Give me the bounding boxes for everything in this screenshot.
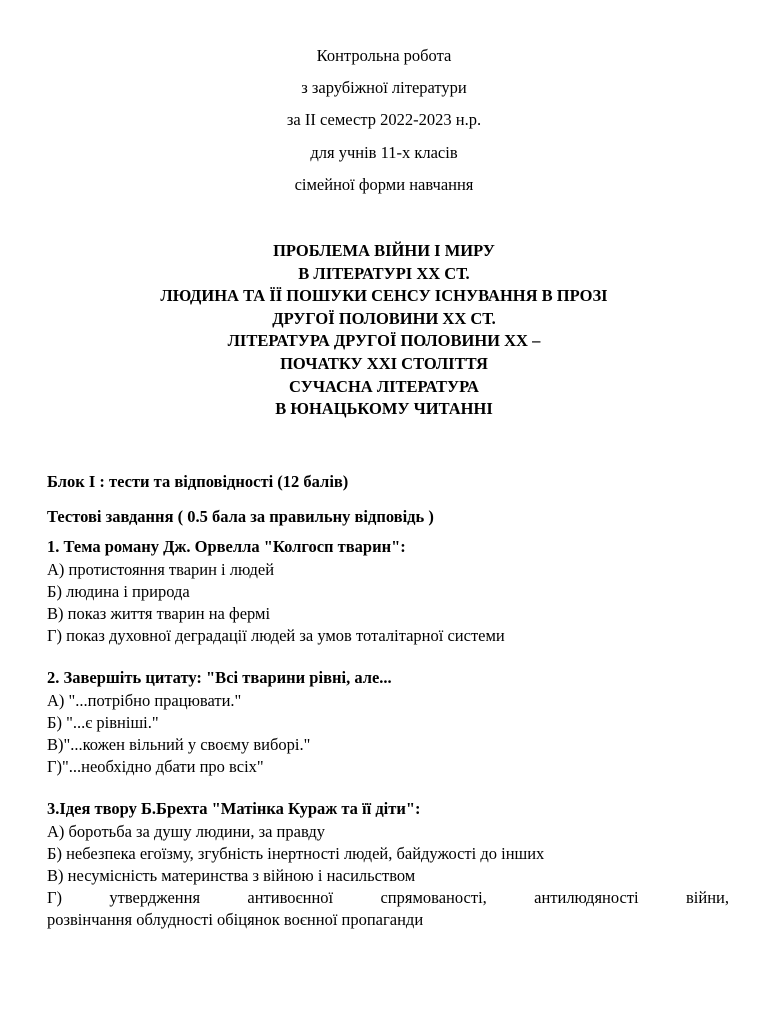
header-line: Контрольна робота	[316, 46, 452, 65]
question-title: 3.Ідея твору Б.Брехта "Матінка Кураж та її діти":	[47, 799, 421, 818]
title-line: ПРОБЛЕМА ВІЙНИ І МИРУ	[273, 241, 495, 260]
title-line: ДРУГОЇ ПОЛОВИНИ ХХ СТ.	[272, 308, 496, 328]
tests-title: Тестові завдання ( 0.5 бала за правильну відповідь )	[47, 507, 434, 526]
title-line: ЛІТЕРАТУРА ДРУГОЇ ПОЛОВИНИ ХХ –	[227, 331, 541, 351]
header-line: для учнів 11-х класів	[310, 142, 458, 162]
answer-option: В) показ життя тварин на фермі	[47, 604, 271, 623]
title-line: ЛЮДИНА ТА ЇЇ ПОШУКИ СЕНСУ ІСНУВАННЯ В ПРОЗІ	[160, 286, 608, 306]
title-line: ПОЧАТКУ ХХІ СТОЛІТТЯ	[280, 353, 488, 373]
answer-option: Г)"...необхідно дбати про всіх"	[47, 757, 264, 776]
answer-option: Г) утвердження антивоєнної спрямованості, антилюдяності війни,	[47, 888, 729, 907]
header-line: з зарубіжної літератури	[301, 78, 467, 98]
question-title: 1. Тема роману Дж. Орвелла "Колгосп тварин":	[47, 537, 406, 556]
answer-option: Г) показ духовної деградації людей за умов тоталітарної системи	[47, 626, 505, 645]
question-1	[47, 536, 729, 647]
answer-option: А) протистояння тварин і людей	[47, 560, 275, 579]
document-header	[0, 44, 768, 205]
title-line: В ЮНАЦЬКОМУ ЧИТАННІ	[275, 399, 493, 419]
answer-option: Б) людина і природа	[47, 582, 190, 601]
question-title: 2. Завершіть цитату: "Всі тварини рівні, але...	[47, 668, 392, 687]
document-body	[47, 470, 729, 951]
answer-option: Б) небезпека егоїзму, згубність інертності людей, байдужості до інших	[47, 844, 545, 863]
answer-option: В) несумісність материнства з війною і насильством	[47, 866, 416, 885]
document-title	[0, 240, 768, 421]
question-2	[47, 667, 729, 778]
answer-option-continuation: розвінчання облудності обіцянок воєнної пропаганди	[47, 910, 424, 929]
header-line: за ІІ семестр 2022-2023 н.р.	[286, 110, 482, 130]
answer-option: В)"...кожен вільний у своєму виборі."	[47, 735, 311, 754]
answer-option: А) "...потрібно працювати."	[47, 691, 242, 710]
answer-option: Б) "...є рівніші."	[47, 713, 159, 732]
title-line: СУЧАСНА ЛІТЕРАТУРА	[289, 376, 479, 396]
title-line: В ЛІТЕРАТУРІ ХХ СТ.	[298, 263, 470, 283]
answer-option: А) боротьба за душу людини, за правду	[47, 822, 325, 841]
question-3	[47, 798, 729, 931]
header-line: сімейної форми навчання	[294, 174, 474, 194]
block-title: Блок І : тести та відповідності (12 балів)	[47, 472, 349, 491]
